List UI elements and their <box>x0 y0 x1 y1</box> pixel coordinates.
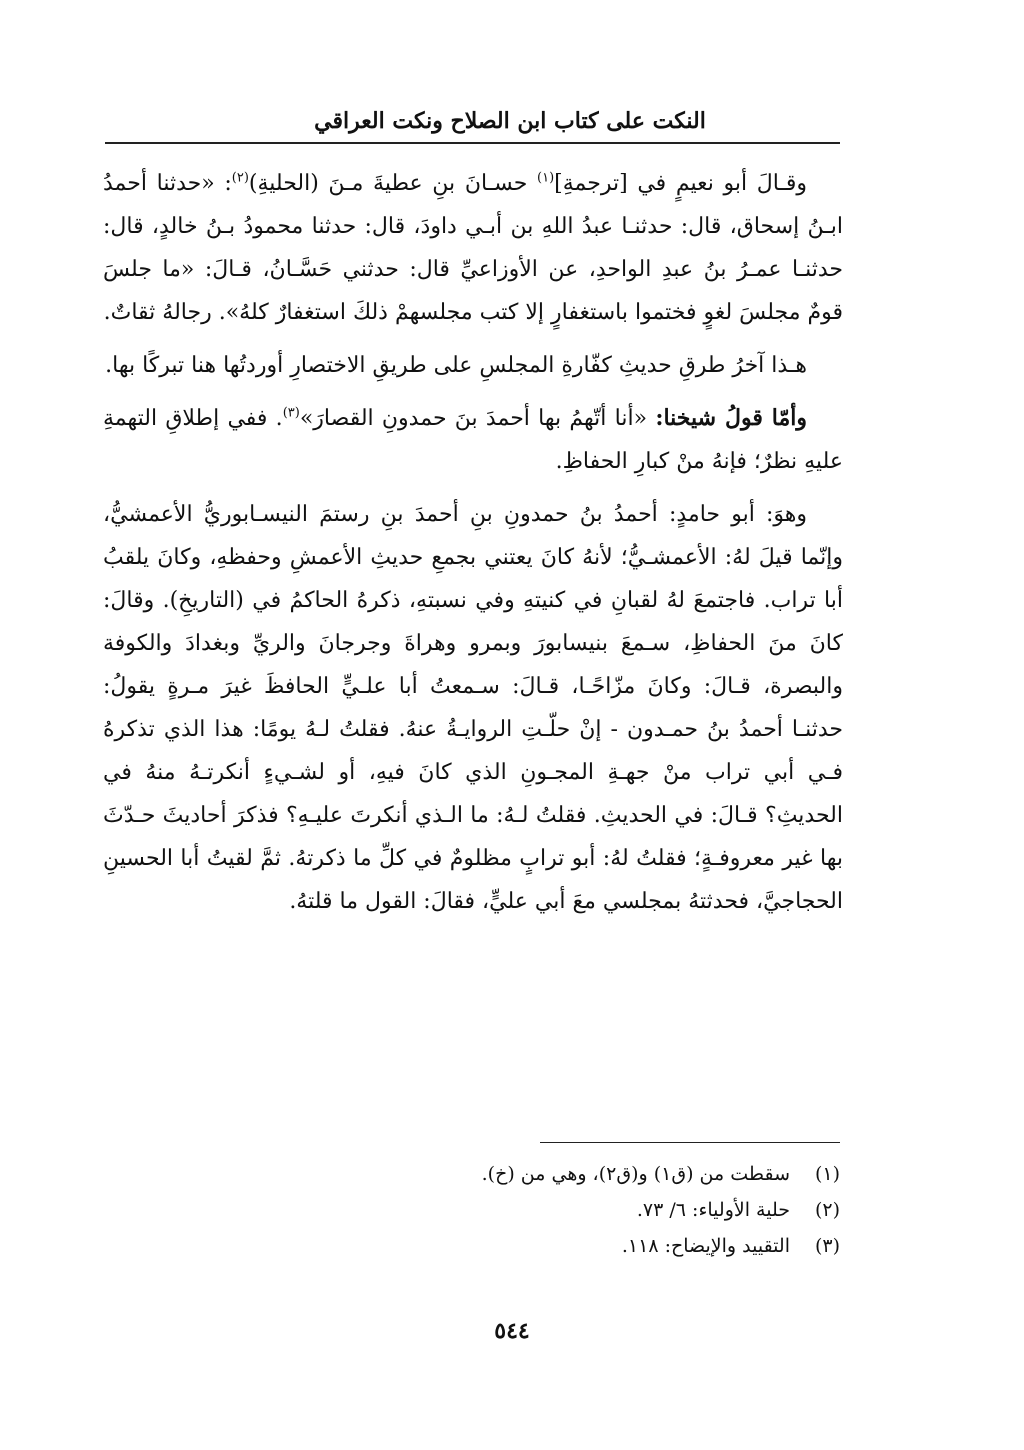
footnote-ref-2[interactable]: (٢) <box>231 170 249 186</box>
footnotes <box>300 1156 840 1264</box>
footnote-divider <box>540 1142 840 1143</box>
paragraph-3 <box>103 397 843 483</box>
paragraph-4: وهوَ: أبو حامدٍ: أحمدُ بنُ حمدونِ بنِ أحمدَ بنِ رستمَ النيسـابوريُّ الأعمشيُّ، وإنّما قيلَ لهُ: الأعمشـيُّ؛ لأنهُ كانَ يعتني بجمعِ حديثِ الأعمشِ وحفظهِ، وكانَ يلقبُ أبا تراب. فاجتمعَ لهُ لقبانِ في كنيتهِ وفي نسبتهِ، ذكرهُ الحاكمُ في (التاريخِ). وقالَ: كانَ منَ الحفاظِ، سـمعَ بنيسابورَ وبمرو وهراةَ وجرجانَ والريِّ وبغدادَ والكوفة والبصرة، قـالَ: وكانَ مزّاحًـا، قـالَ: سـمعتُ أبا علـيٍّ الحافظَ غيرَ مـرةٍ يقولُ: حدثنـا أحمدُ بنُ حمـدون - إنْ حلّـتِ الروايـةُ عنهُ. فقلتُ لـهُ يومًا: هذا الذي تذكرهُ فـي أبي تراب منْ جهـةِ المجـونِ الذي كانَ فيهِ، أو لشـيءٍ أنكرتـهُ منهُ في الحديثِ؟ قـالَ: في الحديثِ. فقلتُ لـهُ: ما الـذي أنكرتَ عليـهِ؟ فذكرَ أحاديثَ حـدّثَ بها غير معروفـةٍ؛ فقلتُ لهُ: أبو ترابٍ مظلومٌ في كلِّ ما ذكرتهُ. ثمَّ لقيتُ أبا الحسينِ الحجاجيَّ، فحدثتهُ بمجلسي معَ أبي عليٍّ، فقالَ: القول ما قلتهُ. <box>103 502 843 914</box>
footnote-2 <box>300 1192 840 1228</box>
footnote-3 <box>300 1228 840 1264</box>
paragraph-1-end: : «حدثنا أحمدُ ابـنُ إسحاق، قال: حدثنـا عبدُ اللهِ بن أبـي داودَ، قال: حدثنا محمودُ بـنُ خالدٍ، قال: حدثنـا عمـرُ بنُ عبدِ الواحدِ، عن الأوزاعيِّ قال: حدثني حَسَّـانُ، قـالَ: «ما جلسَ قومٌ مجلسَ لغوٍ فختموا باستغفارٍ إلا كتب مجلسهمْ ذلكَ استغفارٌ كلهُ». رجالهُ ثقاتٌ. <box>103 171 843 325</box>
paragraph-1-start: وقـالَ أبو نعيمٍ في [ترجمةِ] <box>554 171 807 196</box>
paragraph-1 <box>103 162 843 334</box>
paragraph-3-lead: وأمّا قولُ شيخنا: <box>655 405 808 431</box>
header-divider <box>105 142 840 144</box>
paragraph-1-mid: حسـانَ بنِ عطيةَ مـنَ (الحليةِ) <box>248 171 537 196</box>
footnote-number: (٢) <box>814 1199 840 1221</box>
footnote-ref-3[interactable]: (٣) <box>282 405 300 421</box>
footnote-text: حلية الأولياء: ٦/ ٧٣. <box>636 1199 790 1221</box>
footnote-1 <box>300 1156 840 1192</box>
footnote-text: سقطت من (ق١) و(ق٢)، وهي من (خ). <box>481 1163 790 1185</box>
paragraph-3-end: . ففي إطلاقِ التهمةِ عليهِ نظرٌ؛ فإنهُ منْ كبارِ الحفاظِ. <box>103 406 843 474</box>
footnote-number: (٣) <box>814 1235 840 1257</box>
paragraph-2: هـذا آخرُ طرقِ حديثِ كفّارةِ المجلسِ على طريقِ الاختصارِ أوردتُها هنا تبركًا بها. <box>105 353 807 378</box>
paragraph-3-quote: «أنا أتّهمُ بها أحمدَ بنَ حمدونِ القصارَ» <box>299 406 656 431</box>
page-number: ٥٤٤ <box>494 1318 530 1344</box>
footnote-ref-1[interactable]: (١) <box>537 170 555 186</box>
footnote-text: التقييد والإيضاح: ١١٨. <box>621 1235 790 1257</box>
main-text <box>103 162 843 933</box>
footnote-number: (١) <box>814 1163 840 1185</box>
running-header: النكت على كتاب ابن الصلاح ونكت العراقي <box>314 108 706 134</box>
